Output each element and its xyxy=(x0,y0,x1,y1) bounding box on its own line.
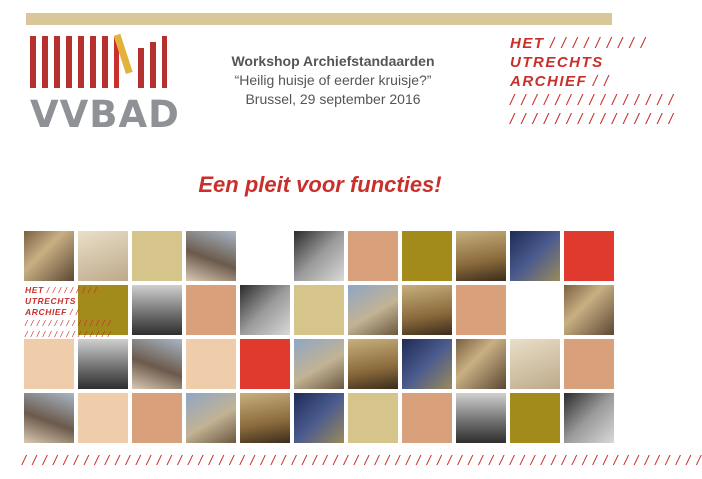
photo-market-scene xyxy=(78,339,128,389)
color-tile xyxy=(510,393,560,443)
het-utrechts-archief-logo: HET / / / / / / / / / UTRECHTS ARCHIEF / / / / / / / / / / / / / / / / / / / / / / / / / / / / / / / / xyxy=(510,35,675,128)
photo-handwritten-letter xyxy=(78,231,128,281)
photo-illuminated-manuscript xyxy=(348,285,398,335)
color-tile xyxy=(78,393,128,443)
color-tile xyxy=(564,339,614,389)
slide-title: Een pleit voor functies! xyxy=(198,172,442,197)
photo-church-interior xyxy=(132,339,182,389)
vvbad-logo xyxy=(30,36,180,136)
color-tile xyxy=(456,285,506,335)
color-tile xyxy=(348,393,398,443)
vvbad-logo-text: VVBAD xyxy=(30,93,180,136)
color-tile xyxy=(240,339,290,389)
workshop-subtitle: “Heilig huisje of eerder kruisje?” xyxy=(234,72,432,88)
photo-historic-drawing xyxy=(240,285,290,335)
photo-round-window xyxy=(294,339,344,389)
color-tile xyxy=(402,393,452,443)
photo-mercurius-newspaper xyxy=(186,393,236,443)
photo-postcard-street xyxy=(348,339,398,389)
color-tile xyxy=(348,231,398,281)
photo-railway-tracks xyxy=(402,339,452,389)
photo-station-platform xyxy=(186,231,236,281)
color-tile xyxy=(186,339,236,389)
photo-cathedral-square xyxy=(564,285,614,335)
photo-factory-workers xyxy=(510,339,560,389)
photo-building-plan xyxy=(24,393,74,443)
photo-steel-construction xyxy=(456,393,506,443)
photo-city-map xyxy=(240,393,290,443)
color-tile xyxy=(294,285,344,335)
photo-canal-city xyxy=(132,285,182,335)
workshop-date: Brussel, 29 september 2016 xyxy=(245,91,421,107)
top-color-bar xyxy=(26,13,612,25)
color-tile xyxy=(132,393,182,443)
color-tile xyxy=(564,231,614,281)
color-tile xyxy=(402,231,452,281)
photo-castle xyxy=(294,231,344,281)
photo-documents-bundle xyxy=(24,231,74,281)
photo-dom-tower-fireworks xyxy=(564,393,614,443)
color-tile xyxy=(186,285,236,335)
photo-organ-pipes xyxy=(294,393,344,443)
photo-colour-painting xyxy=(456,339,506,389)
photo-steam-locomotive xyxy=(456,231,506,281)
bottom-slash-rule: / / / / / / / / / / / / / / / / / / / / / / / / / / / / / / / / / / / / / / / / / / / / / / / / / / / / / / / / / / / / / / / / / / xyxy=(22,452,702,468)
photo-blue-manuscript xyxy=(402,285,452,335)
image-tile-grid xyxy=(24,231,614,443)
het-utrechts-archief-logo-small: HET / / / / / / / / / UTRECHTS ARCHIEF / / / / / / / / / / / / / / / / / / / / / / / / / / / / / / / / xyxy=(25,285,111,339)
workshop-header xyxy=(198,52,468,109)
color-tile xyxy=(132,231,182,281)
color-tile xyxy=(24,339,74,389)
photo-city-engraving xyxy=(510,231,560,281)
workshop-title: Workshop Archiefstandaarden xyxy=(231,53,435,69)
